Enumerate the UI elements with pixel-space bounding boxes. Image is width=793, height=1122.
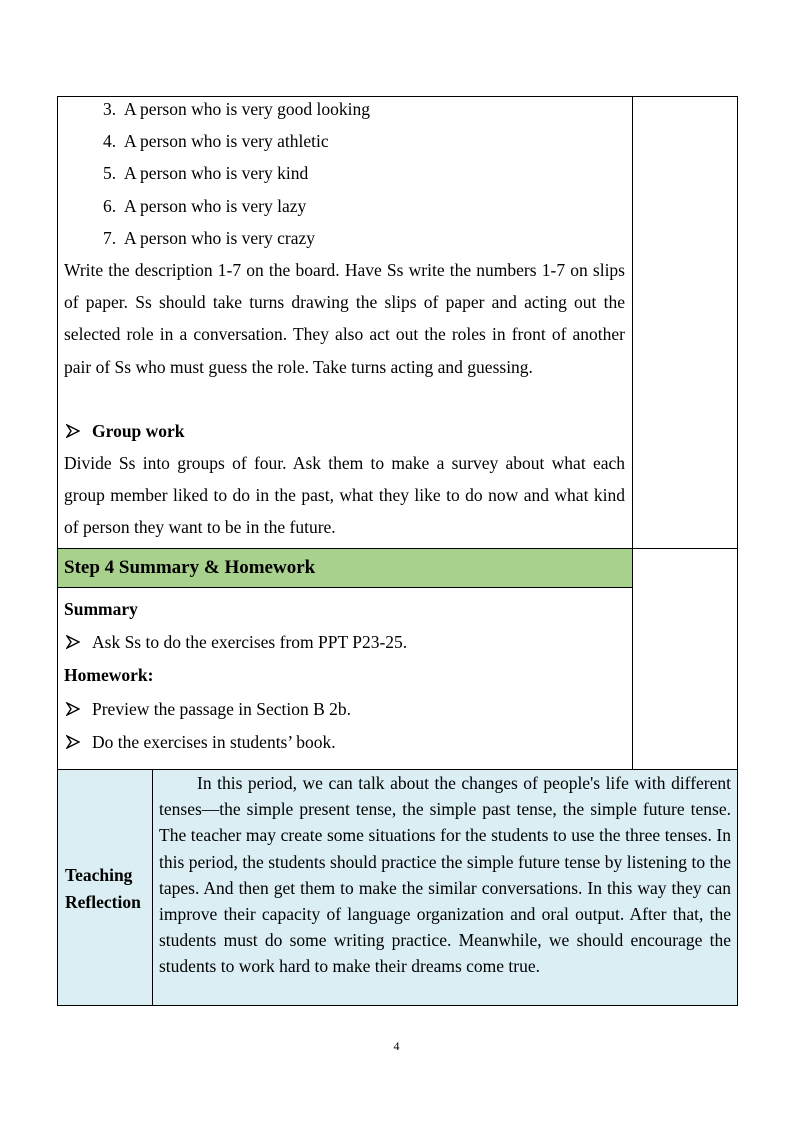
list-number: 5.	[103, 163, 117, 183]
notes-cell	[632, 96, 738, 549]
arrow-bullet-icon	[66, 424, 80, 438]
list-item: A person who is very crazy	[124, 228, 315, 248]
list-item: A person who is very kind	[124, 163, 309, 183]
activity-cell	[57, 96, 633, 549]
list-number: 3.	[103, 99, 117, 119]
arrow-bullet-icon	[66, 702, 80, 716]
step-header	[57, 548, 633, 588]
summary-homework-cell	[57, 587, 633, 770]
list-item: A person who is very good looking	[124, 99, 370, 119]
list-item: A person who is very lazy	[124, 196, 307, 216]
summary-item: Ask Ss to do the exercises from PPT P23-25.	[92, 632, 408, 652]
notes-cell	[632, 548, 738, 770]
reflection-label-cell	[57, 769, 153, 1006]
group-work-paragraph: Divide Ss into groups of four. Ask them to make a survey about what each group member liked to do in the past, what they like to do now and what kind of person they want to be in the future.	[64, 453, 625, 538]
reflection-label	[65, 862, 149, 916]
list-item: A person who is very athletic	[124, 131, 329, 151]
step-title: Step 4 Summary & Homework	[64, 557, 316, 578]
homework-heading: Homework:	[64, 665, 154, 685]
list-number: 6.	[103, 196, 117, 216]
reflection-text	[159, 770, 731, 980]
list-number: 7.	[103, 228, 117, 248]
arrow-bullet-icon	[66, 735, 80, 749]
reflection-paragraph: In this period, we can talk about the changes of people's life with different tenses—the simple present tense, the simple past tense, the simple future tense. The teacher may create some situations for the students to use the three tenses. In this period, the students should practice the simple future tense by listening to the tapes. And then get them to make the similar conversations. In this way they can improve their capacity of language organization and oral output. After that, the students must do some writing practice. Meanwhile, we should encourage the students to work hard to make their dreams come true.	[159, 773, 731, 977]
reflection-cell	[152, 769, 738, 1006]
homework-item: Preview the passage in Section B 2b.	[92, 699, 352, 719]
reflection-label-line: Teaching	[65, 865, 133, 885]
arrow-bullet-icon	[66, 635, 80, 649]
summary-heading: Summary	[64, 599, 138, 619]
page-number: 4	[393, 1039, 400, 1053]
reflection-label-line: Reflection	[65, 892, 141, 912]
list-number: 4.	[103, 131, 117, 151]
instructions-paragraph: Write the description 1-7 on the board. Have Ss write the numbers 1-7 on slips of paper. Ss should take turns drawing the slips of paper and acting out the selected role in a conversation. They also act out the roles in front of another pair of Ss who must guess the role. Take turns acting and guessing.	[64, 260, 625, 377]
homework-item: Do the exercises in students’ book.	[92, 732, 336, 752]
group-work-heading: Group work	[92, 421, 185, 441]
